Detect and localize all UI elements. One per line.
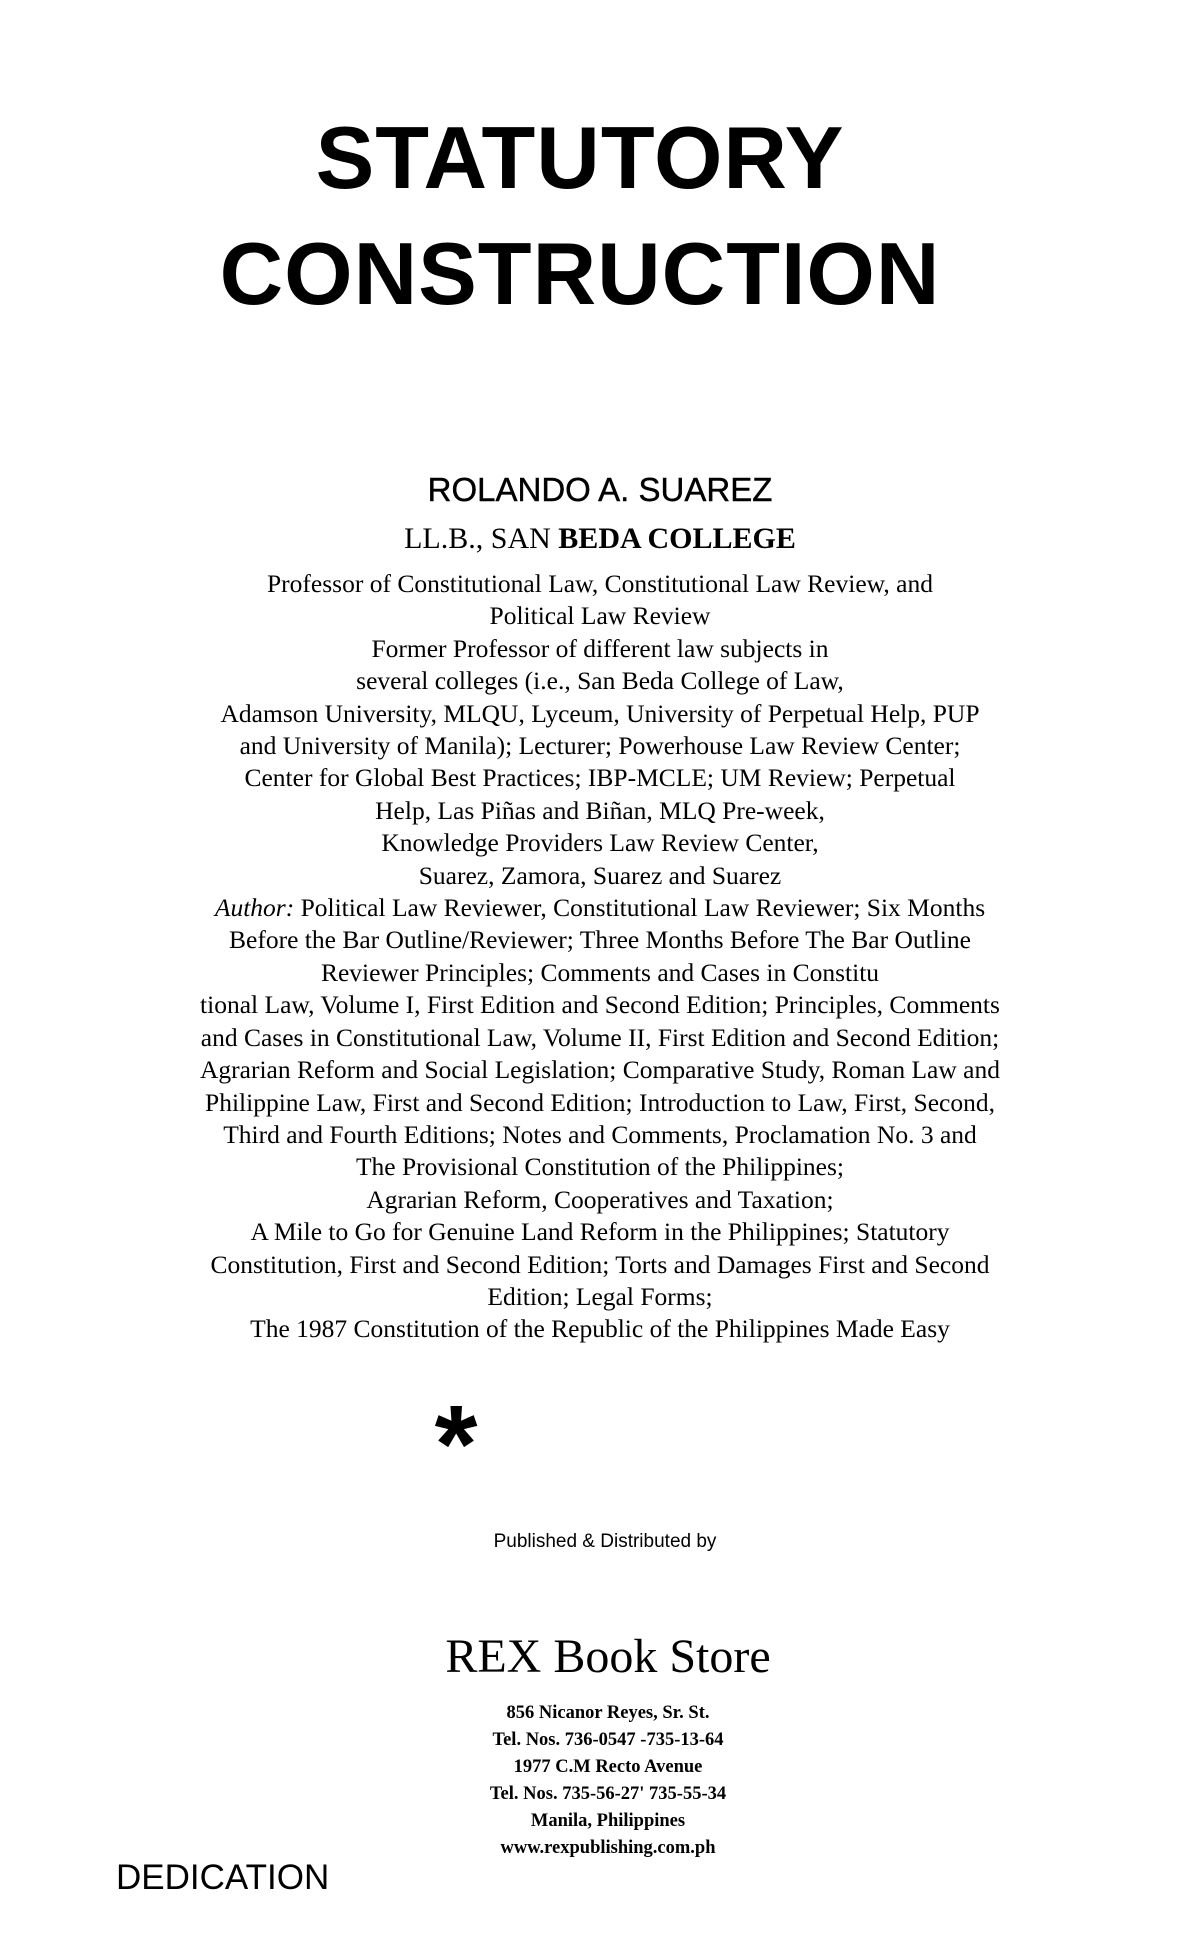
works-line: Reviewer Principles; Comments and Cases in Constitu: [320, 957, 880, 987]
works-line: A Mile to Go for Genuine Land Reform in the Philippines; Statutory: [250, 1217, 950, 1247]
asterisk-ornament: *: [434, 1383, 478, 1506]
works-line: Third and Fourth Editions; Notes and Comments, Proclamation No. 3 and: [223, 1119, 977, 1149]
published-by-label: Published & Distributed by: [493, 1531, 717, 1552]
author-biography: [100, 568, 1100, 1346]
author-name: ROLANDO A. SUAREZ: [427, 471, 773, 508]
bio-line: Former Professor of different law subjects in: [371, 633, 829, 663]
publisher-address-line: Tel. Nos. 736-0547 -735-13-64: [492, 1730, 724, 1750]
publisher-address-line: Manila, Philippines: [530, 1811, 686, 1831]
bio-line: Center for Global Best Practices; IBP-MCLE; UM Review; Perpetual: [244, 763, 956, 793]
publisher-address-line: 1977 C.M Recto Avenue: [513, 1757, 703, 1777]
bio-line: Help, Las Piñas and Biñan, MLQ Pre-week,: [375, 795, 825, 825]
publisher-name: REX Book Store: [445, 1630, 771, 1683]
works-line: Constitution, First and Second Edition; Torts and Damages First and Second: [210, 1249, 990, 1279]
author-works-label: Author:: [214, 893, 295, 923]
works-line: and Cases in Constitutional Law, Volume II, First Edition and Second Edition;: [200, 1022, 1000, 1052]
dedication-heading: DEDICATION: [116, 1858, 330, 1897]
publisher-address-line: Tel. Nos. 735-56-27' 735-55-34: [489, 1784, 727, 1804]
bio-line: Political Law Review: [489, 601, 711, 631]
works-line: The Provisional Constitution of the Philippines;: [355, 1152, 845, 1182]
bio-line: Adamson University, MLQU, Lyceum, University of Perpetual Help, PUP: [220, 698, 980, 728]
author-degree-prefix: LL.B., SAN: [404, 522, 551, 555]
works-line: tional Law, Volume I, First Edition and Second Edition; Principles, Comments: [200, 990, 1000, 1020]
book-title: [0, 100, 1160, 332]
works-first-line-text: Political Law Reviewer, Constitutional Law Reviewer; Six Months: [294, 893, 986, 923]
author-degree: [0, 520, 1200, 558]
publisher-address-line: 856 Nicanor Reyes, Sr. St.: [506, 1703, 710, 1723]
bio-line: Professor of Constitutional Law, Constitutional Law Review, and: [267, 569, 933, 598]
works-first-line: [100, 892, 1100, 924]
works-line: Agrarian Reform and Social Legislation; Comparative Study, Roman Law and: [200, 1055, 1000, 1085]
works-line: Before the Bar Outline/Reviewer; Three Months Before The Bar Outline: [229, 925, 971, 955]
bio-line: several colleges (i.e., San Beda College of Law,: [356, 666, 844, 696]
works-line: The 1987 Constitution of the Republic of the Philippines Made Easy: [250, 1314, 950, 1344]
bio-line: and University of Manila); Lecturer; Powerhouse Law Review Center;: [239, 731, 961, 761]
bio-line: Knowledge Providers Law Review Center,: [381, 828, 819, 858]
works-line: Philippine Law, First and Second Edition; Introduction to Law, First, Second,: [205, 1087, 995, 1117]
bio-line: Suarez, Zamora, Suarez and Suarez: [418, 860, 782, 890]
publisher-address: [0, 1700, 1200, 1862]
book-title-line-2: CONSTRUCTION: [219, 224, 941, 323]
publisher-website: www.rexpublishing.com.ph: [500, 1838, 716, 1858]
works-line: Agrarian Reform, Cooperatives and Taxation;: [366, 1184, 834, 1214]
works-line: Edition; Legal Forms;: [487, 1281, 713, 1311]
author-degree-school: BEDA COLLEGE: [558, 522, 796, 555]
book-title-line-1: STATUTORY: [315, 108, 845, 207]
